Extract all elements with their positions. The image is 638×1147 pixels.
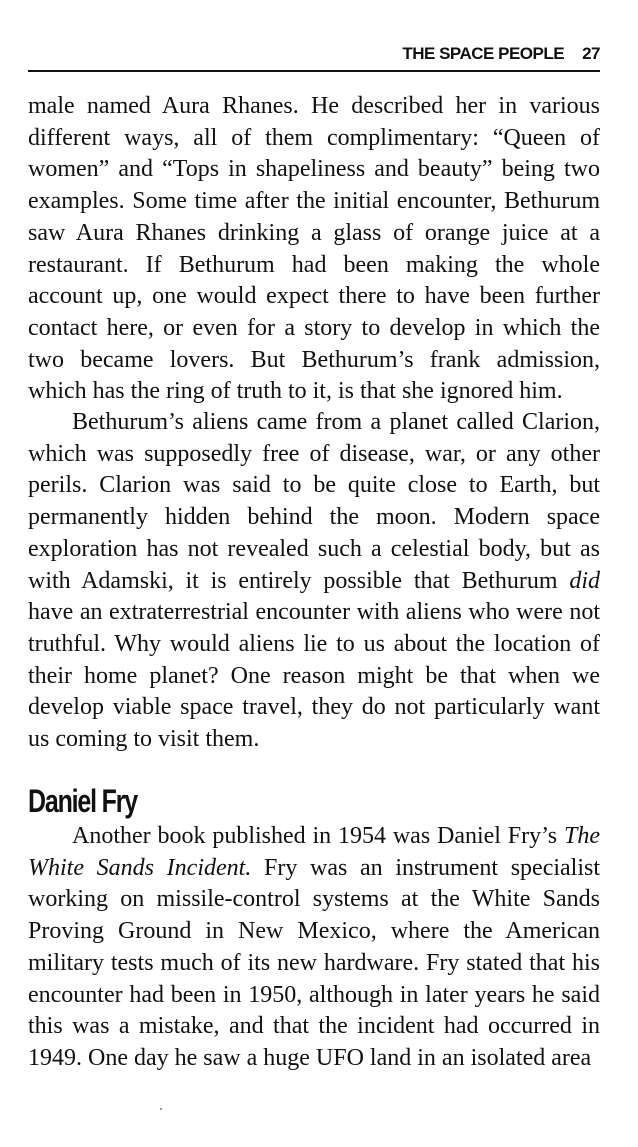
book-title-white-sands-incident: The White Sands Incident. xyxy=(28,823,600,881)
running-title: THE SPACE PEOPLE xyxy=(402,44,565,63)
paragraph-clarion xyxy=(28,407,600,756)
page-number: 27 xyxy=(582,44,600,63)
scan-speck xyxy=(160,1108,162,1110)
paragraph-daniel-fry xyxy=(28,821,600,1075)
paragraph-clarion-text-b: have an extraterrestrial encounter with aliens who were not truthful. Why would aliens lie to us about the location of their home planet? One reason might be that when we develop viable space travel, they do not particularly want us coming to visit them. xyxy=(28,599,600,753)
emphasis-did: did xyxy=(569,567,600,594)
paragraph-fry-text-b: Fry was an instrument specialist working on missile-control systems at the White Sands Proving Ground in New Mexico, where the American military tests much of its new hardware. Fry stated that his encounter had been in 1950, although in later years he said this was a mistake, and that the incident had occurred in 1949. One day he saw a huge UFO land in an isolated area xyxy=(28,854,601,1071)
section-heading: Daniel Fry xyxy=(28,783,137,819)
paragraph-clarion-text-a: Bethurum’s aliens came from a planet called Clarion, which was supposedly free of disease, war, or any other perils. Clarion was said to be quite close to Earth, but permanently hidden behind the moon. Modern space exploration has not revealed such a celestial body, but as with Adamski, it is entirely possible that Bethurum xyxy=(28,409,600,594)
running-head xyxy=(28,40,600,72)
paragraph-aura-rhanes: male named Aura Rhanes. He described her in various different ways, all of them complimentary: “Queen of women” and “Tops in shapeliness and beauty” being two examples. Some time after the initial encounter, Bethurum saw Aura Rhanes drinking a glass of orange juice at a restaurant. If Bethurum had been making the whole account up, one would expect there to have been further contact here, or even for a story to develop in which the two became lovers. But Bethurum’s frank admission, which has the ring of truth to it, is that she ignored him. xyxy=(28,93,600,405)
paragraph-fry-text-a: Another book published in 1954 was Daniel Fry’s xyxy=(72,823,564,849)
